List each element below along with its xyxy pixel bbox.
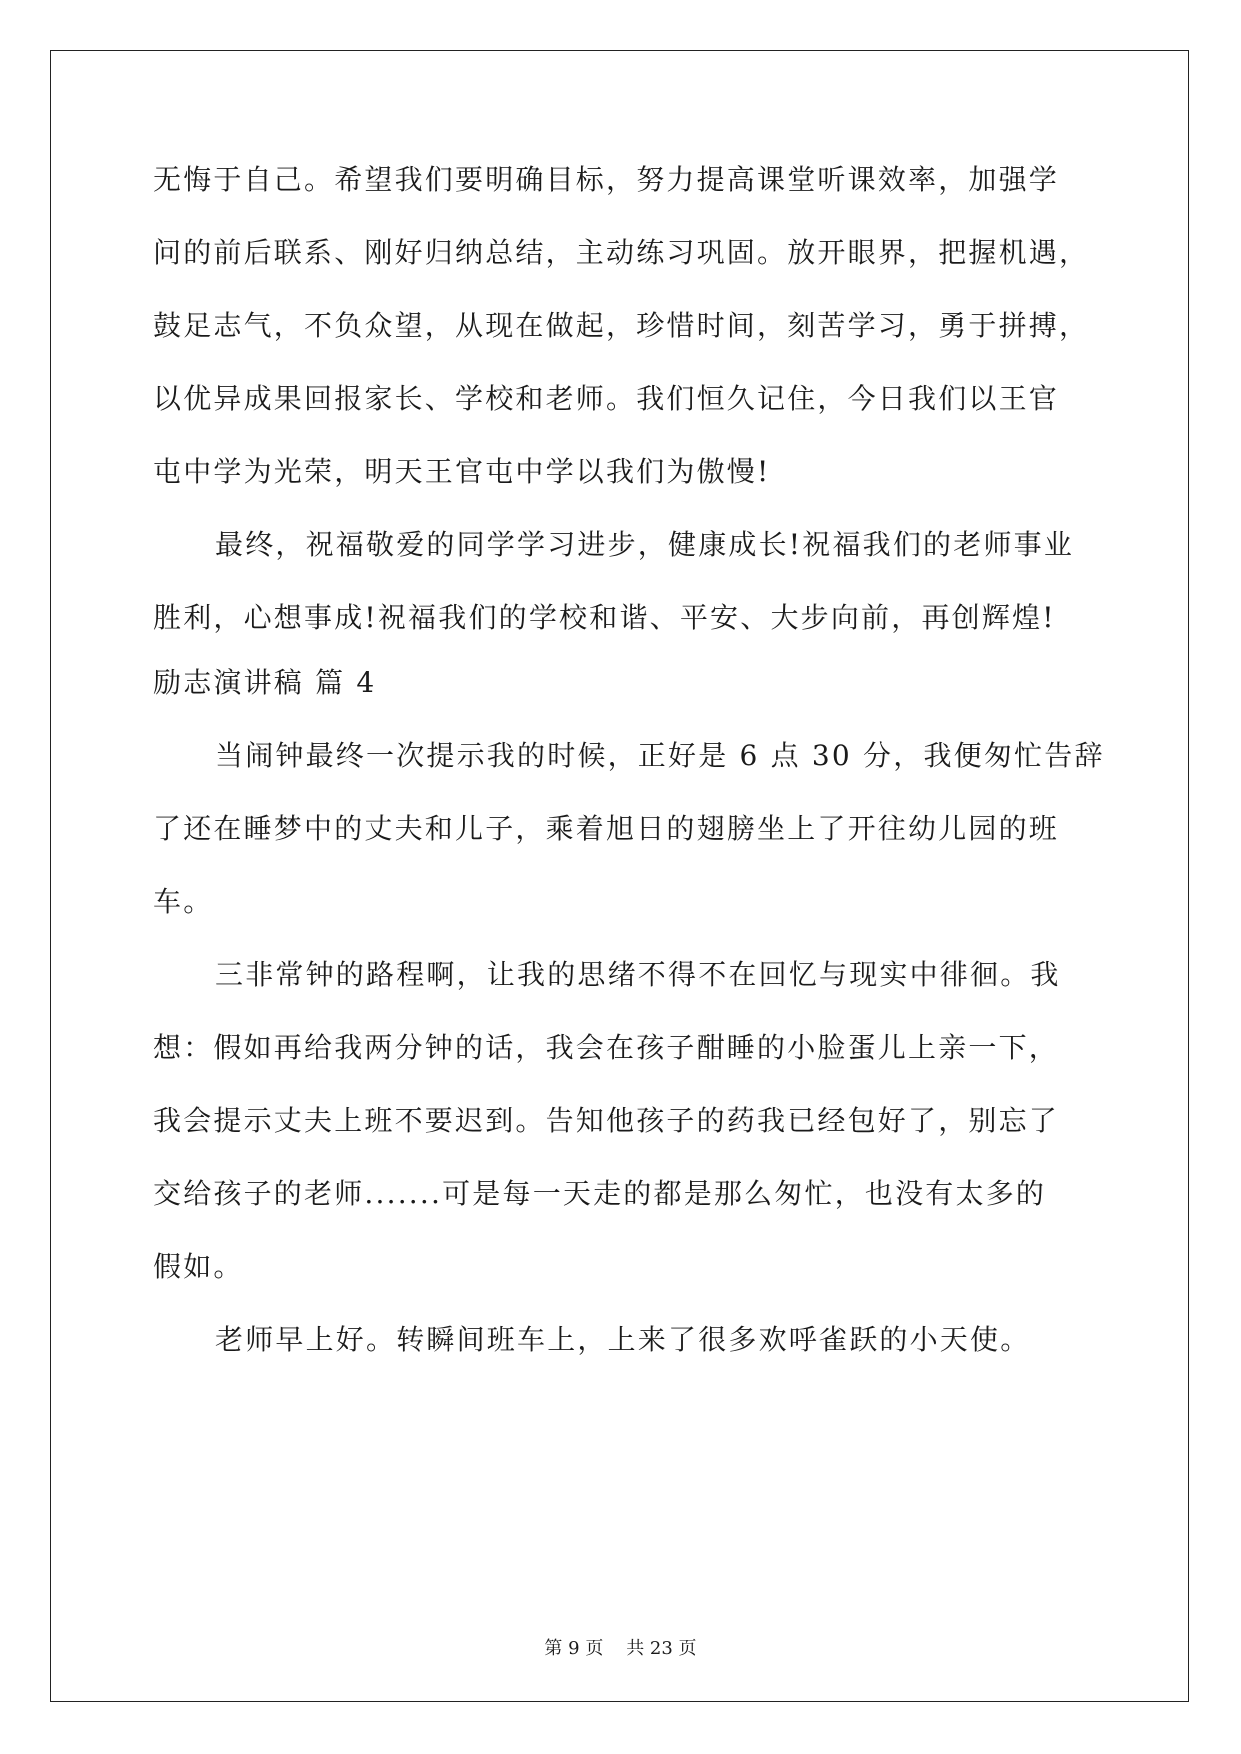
text-line: 无悔于自己。希望我们要明确目标，努力提高课堂听课效率，加强学 [153,163,1060,196]
text-line: 当闹钟最终一次提示我的时候，正好是 6 点 30 分，我便匆忙告辞 [215,739,1105,772]
page-border [50,50,1189,1702]
text-line: 交给孩子的老师.......可是每一天走的都是那么匆忙，也没有太多的 [153,1177,1047,1210]
text-line: 想：假如再给我两分钟的话，我会在孩子酣睡的小脸蛋儿上亲一下， [153,1031,1060,1064]
text-line: 以优异成果回报家长、学校和老师。我们恒久记住，今日我们以王官 [153,382,1060,415]
text-line: 三非常钟的路程啊，让我的思绪不得不在回忆与现实中徘徊。我 [215,958,1061,991]
text-line: 老师早上好。转瞬间班车上，上来了很多欢呼雀跃的小天使。 [215,1323,1031,1356]
text-line: 胜利，心想事成!祝福我们的学校和谐、平安、大步向前，再创辉煌! [153,601,1056,634]
section-heading: 励志演讲稿 篇 4 [153,666,377,699]
page-footer [0,1637,1241,1661]
text-line: 鼓足志气，不负众望，从现在做起，珍惜时间，刻苦学习，勇于拼搏， [153,309,1090,342]
text-line: 假如。 [153,1250,244,1283]
text-line: 了还在睡梦中的丈夫和儿子，乘着旭日的翅膀坐上了开往幼儿园的班 [153,812,1060,845]
text-line: 屯中学为光荣，明天王官屯中学以我们为傲慢! [153,455,771,488]
text-line: 车。 [153,885,214,918]
text-line: 我会提示丈夫上班不要迟到。告知他孩子的药我已经包好了，别忘了 [153,1104,1060,1137]
page-number: 第 9 页 共 23 页 [544,1638,697,1659]
text-line: 最终，祝福敬爱的同学学习进步，健康成长!祝福我们的老师事业 [215,528,1075,561]
text-line: 问的前后联系、刚好归纳总结，主动练习巩固。放开眼界，把握机遇， [153,236,1090,269]
